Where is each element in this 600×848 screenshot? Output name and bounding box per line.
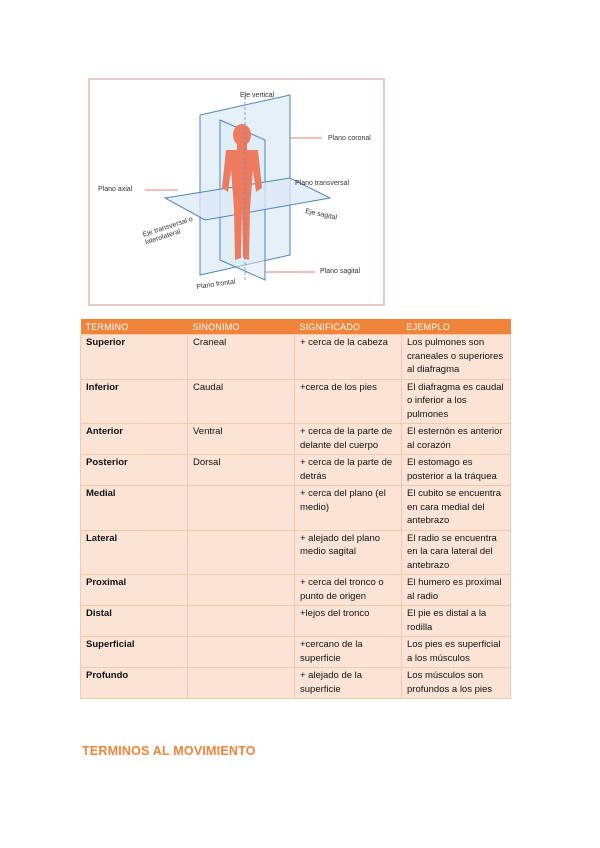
anatomical-planes-figure xyxy=(88,78,385,306)
coronal-plane-label: Plano coronal xyxy=(328,135,371,142)
header-termino: TERMINO xyxy=(81,319,188,335)
cell-significado: + cerca de la cabeza xyxy=(295,335,402,380)
table-row xyxy=(81,637,511,668)
cell-significado: + alejado del plano medio sagital xyxy=(295,530,402,575)
table-row xyxy=(81,575,511,606)
cell-termino: Anterior xyxy=(81,424,188,455)
cell-ejemplo: Los pies es superficial a los músculos xyxy=(402,637,511,668)
cell-ejemplo: El esternón es anterior al corazón xyxy=(402,424,511,455)
cell-significado: + cerca del plano (el medio) xyxy=(295,486,402,531)
cell-termino: Profundo xyxy=(81,668,188,699)
cell-significado: + cerca de la parte de detrás xyxy=(295,455,402,486)
cell-termino: Superior xyxy=(81,335,188,380)
cell-sinonimo: Craneal xyxy=(188,335,295,380)
cell-sinonimo xyxy=(188,575,295,606)
cell-ejemplo: El pie es distal a la rodilla xyxy=(402,606,511,637)
cell-ejemplo: El radio se encuentra en la cara lateral del antebrazo xyxy=(402,530,511,575)
cell-significado: +cerca de los pies xyxy=(295,379,402,424)
vertical-axis-label: Eje vertical xyxy=(240,92,275,99)
cell-sinonimo xyxy=(188,486,295,531)
table-row xyxy=(81,455,511,486)
cell-ejemplo: Los pulmones son craneales o superiores al diafragma xyxy=(402,335,511,380)
cell-termino: Medial xyxy=(81,486,188,531)
cell-sinonimo: Dorsal xyxy=(188,455,295,486)
header-sinonimo: SINONIMO xyxy=(188,319,295,335)
cell-ejemplo: Los músculos son profundos a los pies xyxy=(402,668,511,699)
header-ejemplo: EJEMPLO xyxy=(402,319,511,335)
cell-sinonimo: Caudal xyxy=(188,379,295,424)
cell-termino: Superficial xyxy=(81,637,188,668)
table-row xyxy=(81,606,511,637)
sagittal-plane-label: Plano sagital xyxy=(320,268,361,275)
cell-ejemplo: El humero es proximal al radio xyxy=(402,575,511,606)
cell-ejemplo: El diafragma es caudal o inferior a los pulmones xyxy=(402,379,511,424)
table-row xyxy=(81,530,511,575)
cell-ejemplo: El cubito se encuentra en cara medial del antebrazo xyxy=(402,486,511,531)
cell-sinonimo xyxy=(188,606,295,637)
cell-significado: + cerca del tronco o punto de origen xyxy=(295,575,402,606)
section-title: TERMINOS AL MOVIMIENTO xyxy=(82,744,256,758)
table-row xyxy=(81,486,511,531)
axial-plane-label: Plano axial xyxy=(98,186,133,193)
cell-significado: +lejos del tronco xyxy=(295,606,402,637)
cell-termino: Distal xyxy=(81,606,188,637)
table-row xyxy=(81,335,511,380)
header-significado: SIGNIFICADO xyxy=(295,319,402,335)
cell-significado: + alejado de la superficie xyxy=(295,668,402,699)
cell-sinonimo xyxy=(188,637,295,668)
cell-significado: + cerca de la parte de delante del cuerpo xyxy=(295,424,402,455)
cell-termino: Lateral xyxy=(81,530,188,575)
table-header-row xyxy=(81,319,511,335)
transverse-plane-label: Plano transversal xyxy=(295,180,350,187)
cell-sinonimo: Ventral xyxy=(188,424,295,455)
table-row xyxy=(81,668,511,699)
cell-ejemplo: El estomago es posterior a la tráquea xyxy=(402,455,511,486)
cell-termino: Posterior xyxy=(81,455,188,486)
table-row xyxy=(81,379,511,424)
cell-sinonimo xyxy=(188,530,295,575)
cell-termino: Inferior xyxy=(81,379,188,424)
frontal-plane-label: Plano frontal xyxy=(196,278,236,291)
cell-termino: Proximal xyxy=(81,575,188,606)
cell-sinonimo xyxy=(188,668,295,699)
transverse-axis-label: Eje transversal o laterolateral xyxy=(142,215,194,247)
cell-significado: +cercano de la superficie xyxy=(295,637,402,668)
table-row xyxy=(81,424,511,455)
anatomical-terms-table xyxy=(80,319,511,699)
sagittal-axis-label: Eje sagital xyxy=(304,208,338,222)
